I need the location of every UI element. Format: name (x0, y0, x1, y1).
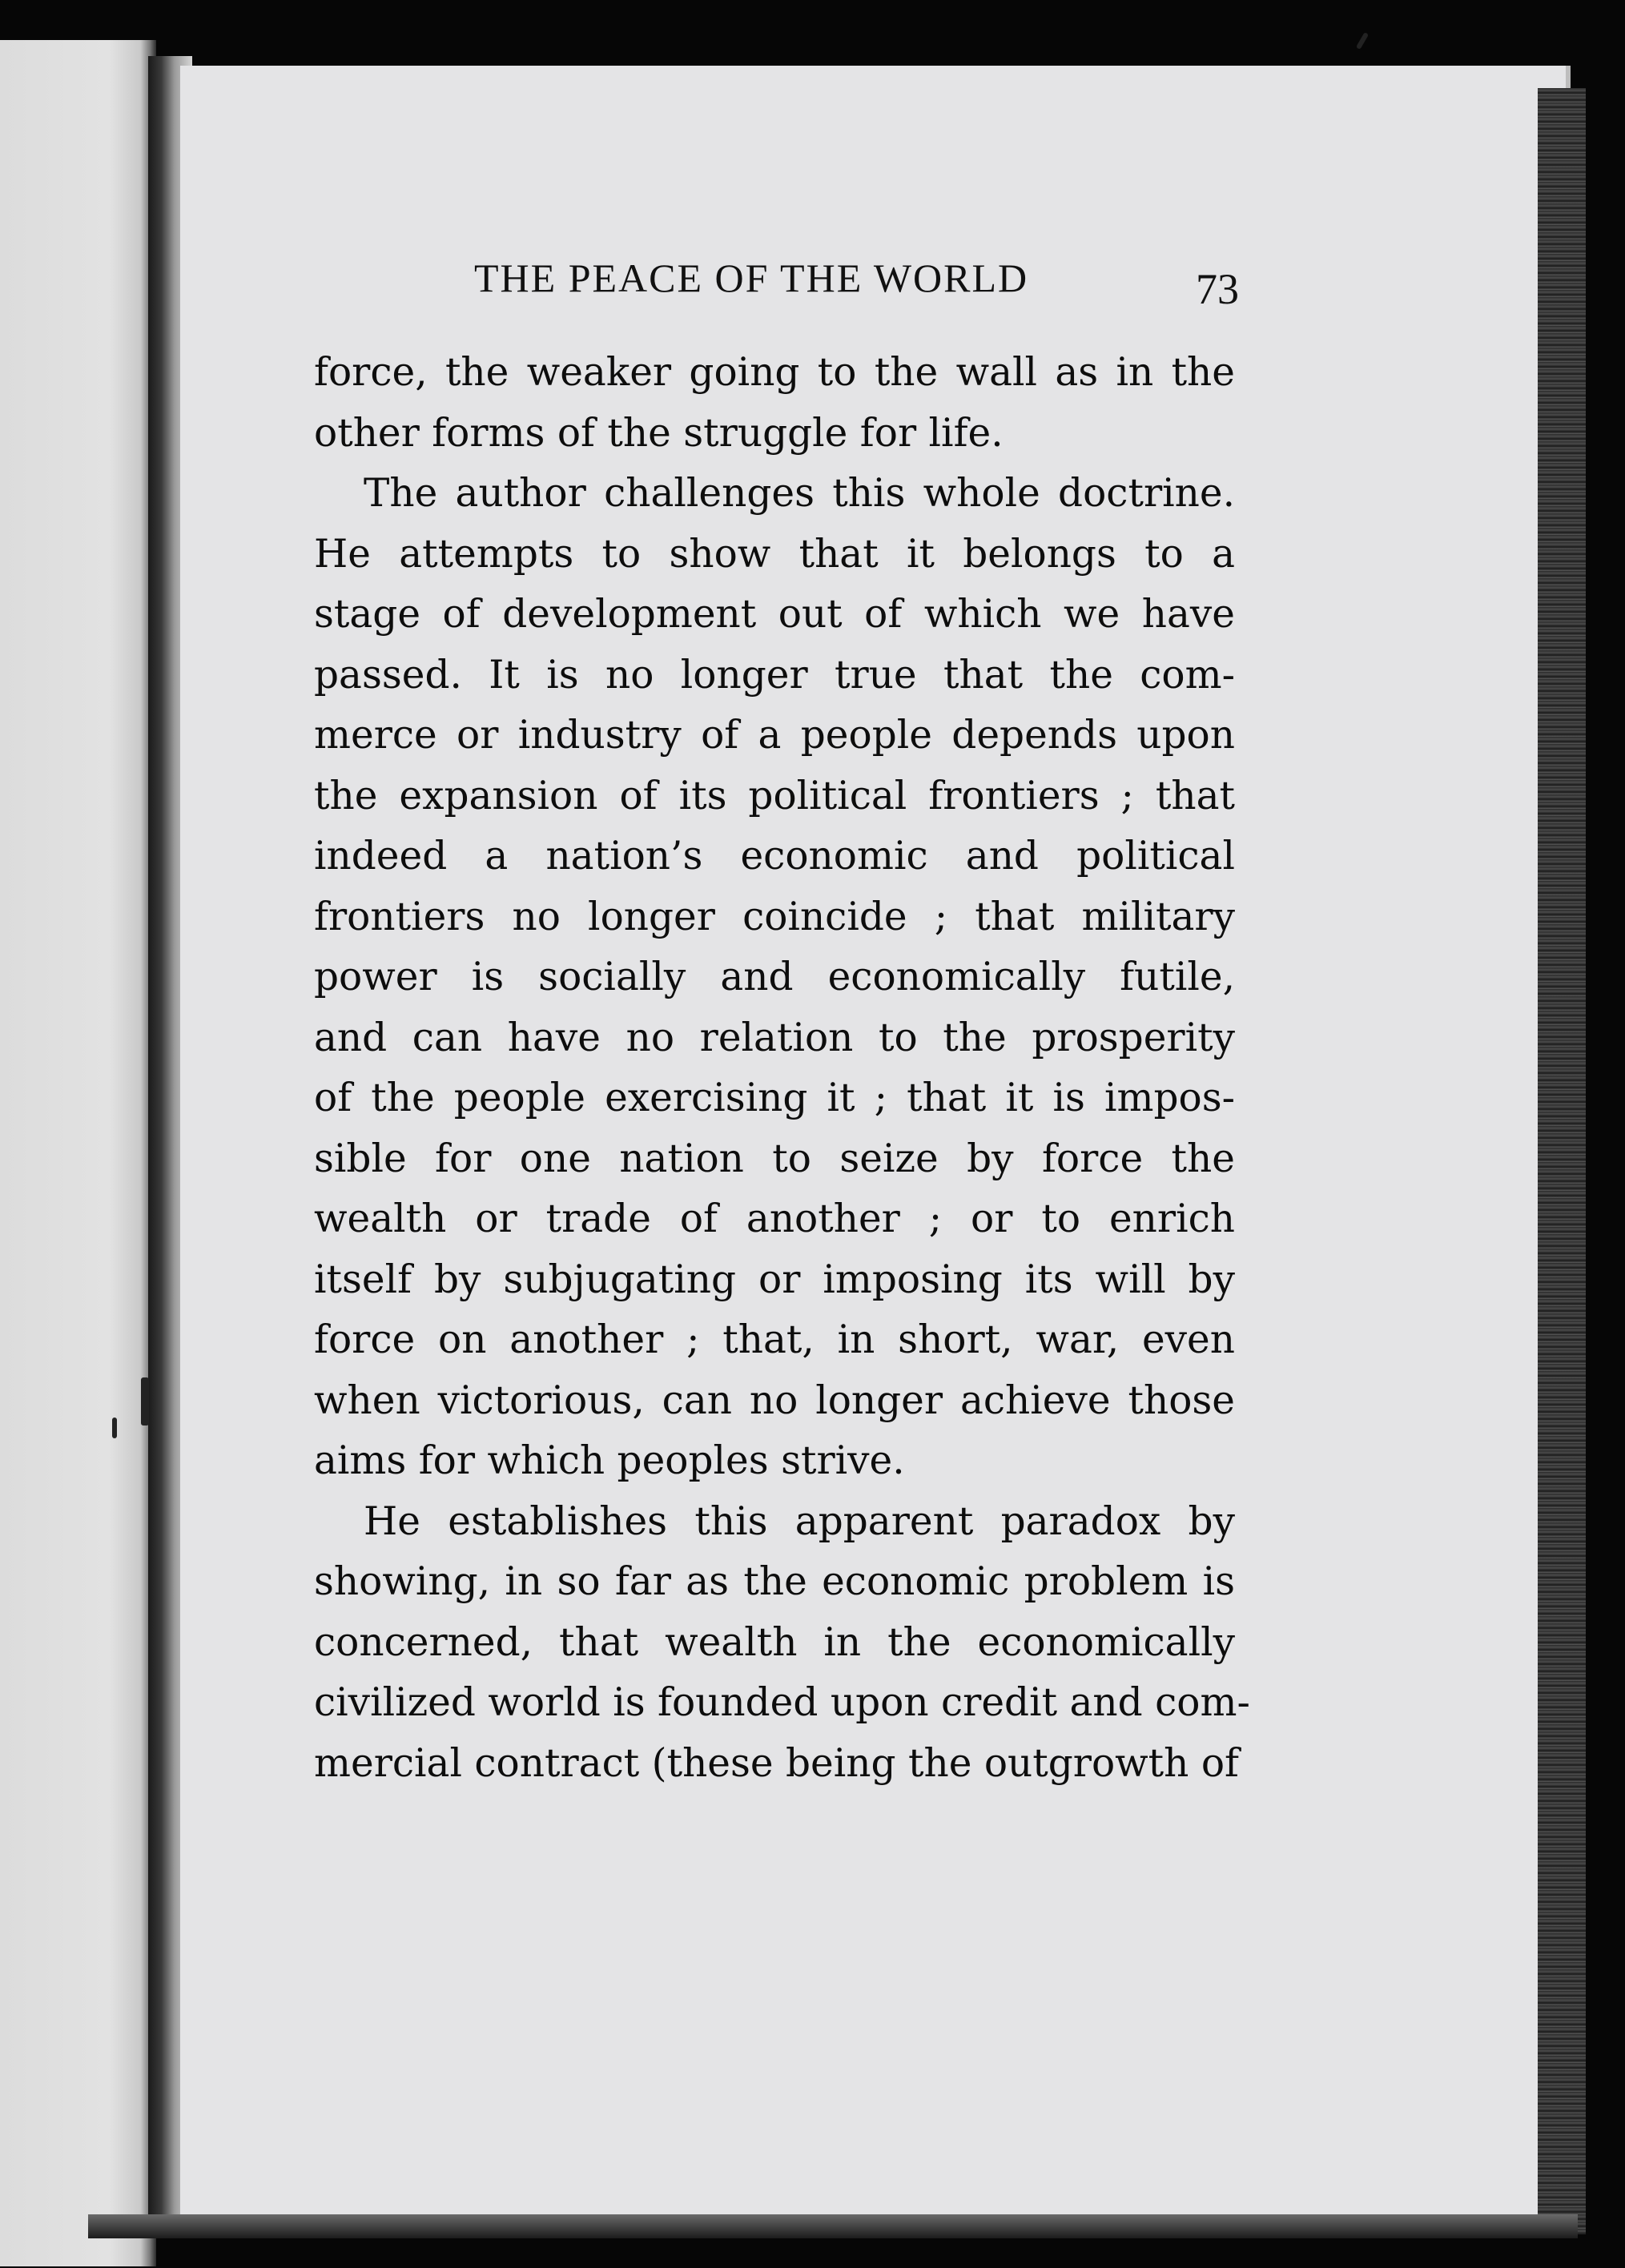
text-line: concerned, that wealth in the economically (314, 1619, 1235, 1665)
running-head: THE PEACE OF THE WORLD (474, 255, 1029, 300)
text-line: merce or industry of a people depends upon (314, 713, 1235, 758)
margin-mark (112, 1418, 117, 1438)
text-line: of the people exercising it ; that it is impos- (314, 1076, 1235, 1120)
text-line: stage of development out of which we have (314, 592, 1235, 637)
text-line: force, the weaker going to the wall as in the (314, 350, 1235, 395)
page-fore-edge (1538, 88, 1586, 2234)
text-line: frontiers no longer coincide ; that military (314, 894, 1235, 939)
margin-mark (1356, 32, 1369, 50)
text-line: force on another ; that, in short, war, even (314, 1317, 1235, 1362)
text-line: the expansion of its political frontiers ; that (314, 773, 1235, 818)
text-line: civilized world is founded upon credit and com- (314, 1680, 1250, 1725)
page-bottom-edge (88, 2214, 1578, 2238)
text-line: The author challenges this whole doctrine. (364, 471, 1235, 516)
text-line: when victorious, can no longer achieve those (314, 1377, 1235, 1423)
text-line: aims for which peoples strive. (314, 1438, 905, 1483)
text-line: He establishes this apparent paradox by (364, 1498, 1235, 1544)
text-line: He attempts to show that it belongs to a (314, 531, 1235, 577)
body-text (314, 343, 1250, 1794)
text-line: indeed a nation’s economic and political (314, 834, 1235, 879)
page-number: 73 (1196, 265, 1239, 313)
text-line: wealth or trade of another ; or to enrich (314, 1196, 1235, 1241)
previous-page-edge (0, 40, 156, 2266)
text-line: mercial contract (these being the outgrowth of (314, 1740, 1239, 1786)
text-line: showing, in so far as the economic problem is (314, 1559, 1235, 1604)
text-line: sible for one nation to seize by force the (314, 1136, 1235, 1181)
margin-mark (141, 1377, 149, 1426)
text-line: and can have no relation to the prosperity (314, 1015, 1235, 1060)
text-line: passed. It is no longer true that the com- (314, 652, 1235, 698)
text-line: other forms of the struggle for life. (314, 410, 1004, 456)
text-line: power is socially and economically futile, (314, 955, 1235, 999)
text-line: itself by subjugating or imposing its will by (314, 1257, 1235, 1302)
